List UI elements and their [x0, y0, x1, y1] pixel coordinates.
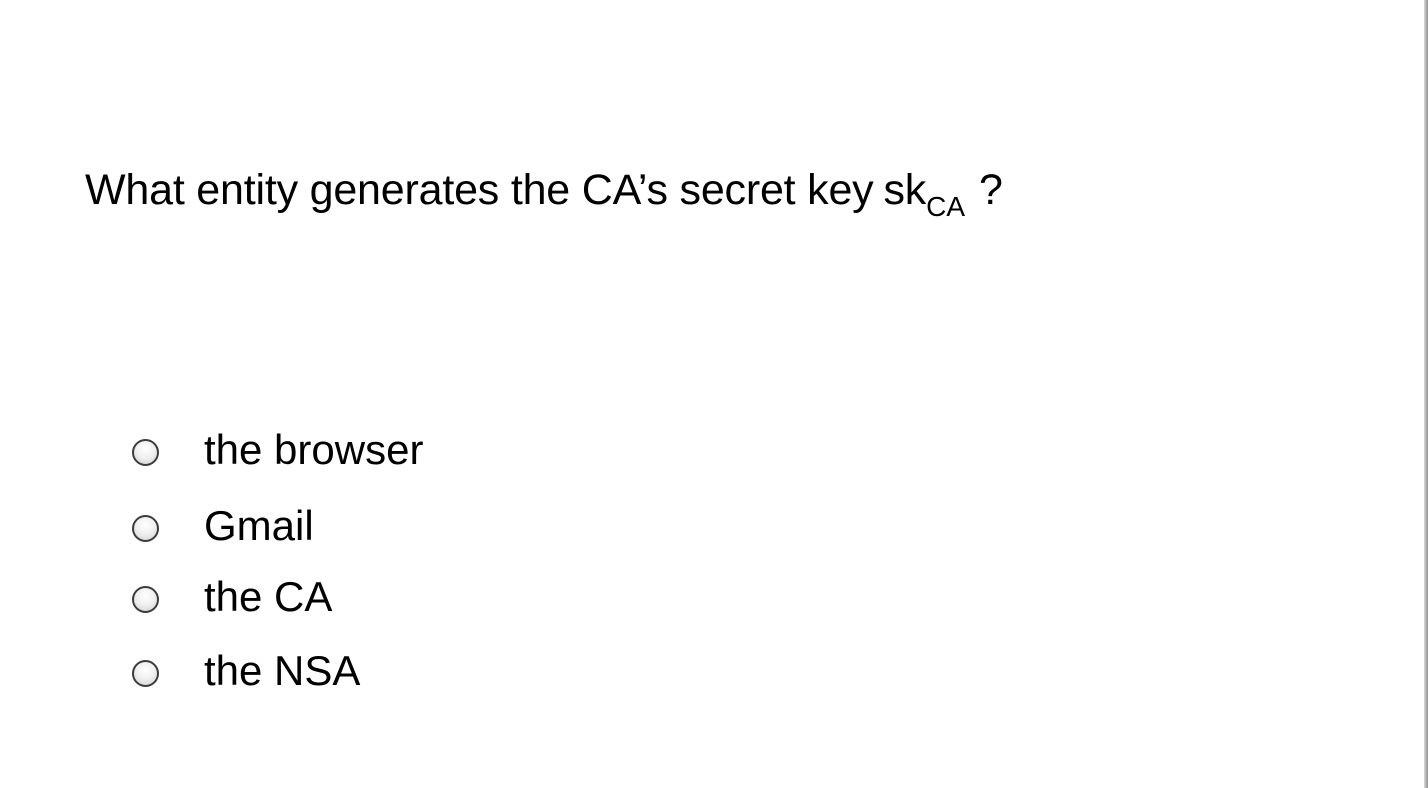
option-the-nsa[interactable] [132, 641, 832, 701]
option-label: the CA [204, 573, 333, 620]
question-text [85, 164, 1003, 221]
option-the-browser[interactable] [132, 420, 832, 480]
question-mark: ? [979, 166, 1003, 214]
radio-button-icon[interactable] [132, 515, 159, 542]
option-label: the NSA [204, 647, 361, 694]
slide-edge-shadow [1424, 0, 1428, 788]
question-variable: sk [883, 166, 927, 214]
option-label: Gmail [204, 502, 314, 549]
radio-button-icon[interactable] [132, 660, 159, 687]
radio-button-icon[interactable] [132, 439, 159, 466]
option-the-ca[interactable] [132, 567, 832, 627]
question-prefix: What entity generates the CA’s secret key [85, 166, 874, 214]
option-label: the browser [204, 426, 424, 473]
radio-button-icon[interactable] [132, 586, 159, 613]
option-gmail[interactable] [132, 496, 832, 556]
question-subscript: CA [926, 191, 965, 222]
